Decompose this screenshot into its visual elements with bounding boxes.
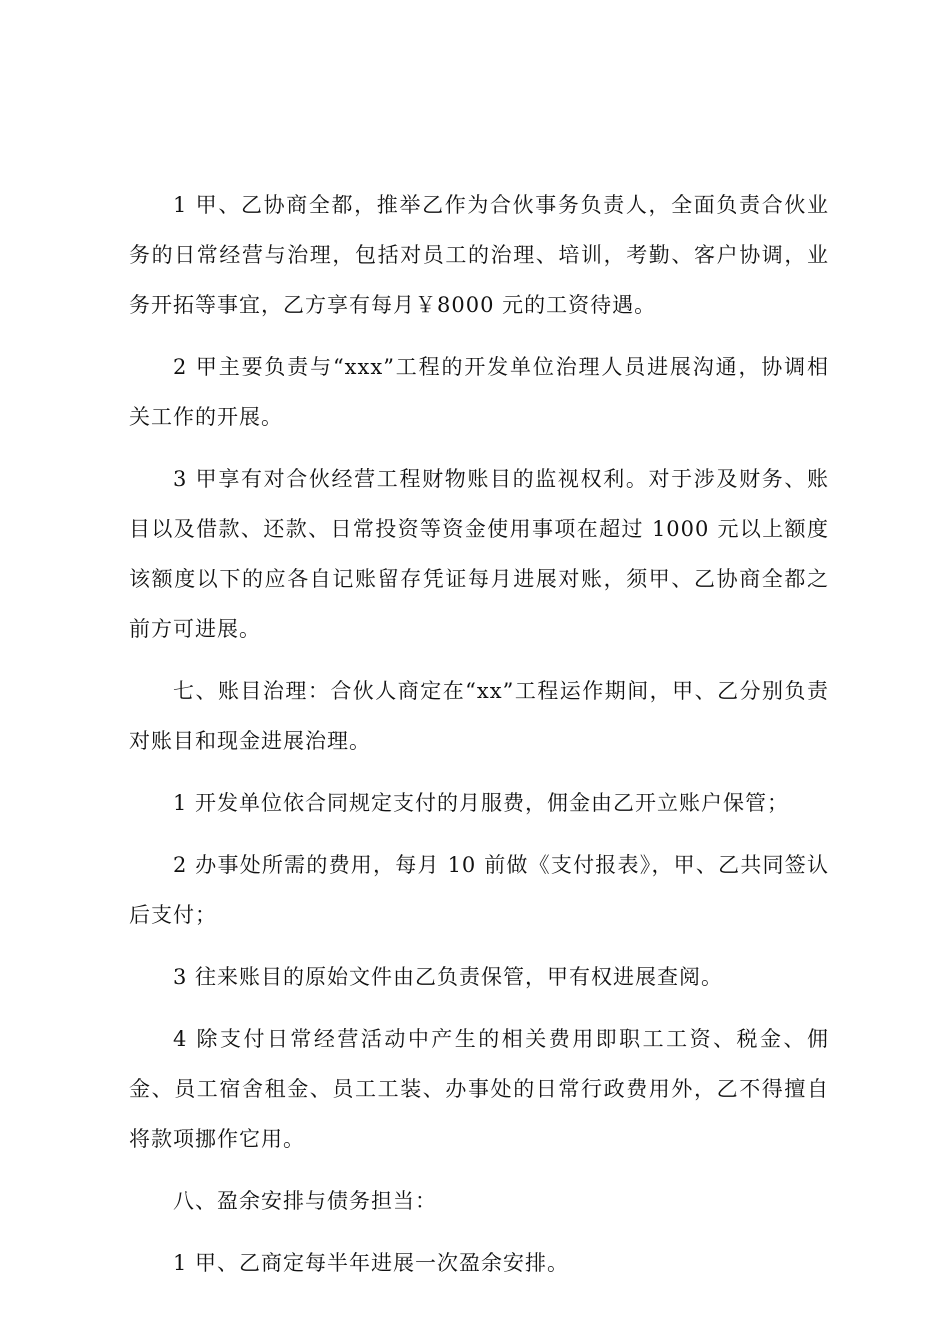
paragraph-accounts-2: 2 办事处所需的费用，每月 10 前做《支付报表》，甲、乙共同签认后支付； — [129, 853, 829, 927]
paragraph-accounts-1: 1 开发单位依合同规定支付的月服费，佣金由乙开立账户保管； — [173, 791, 790, 815]
section-heading-accounts: 七、账目治理：合伙人商定在“xx”工程运作期间，甲、乙分别负责对账目和现金进展治理。 — [129, 679, 829, 753]
paragraph-accounts-4: 4 除支付日常经营活动中产生的相关费用即职工工资、税金、佣金、员工宿舍租金、员工工装、办事处的日常行政费用外，乙不得擅自将款项挪作它用。 — [129, 1027, 829, 1151]
paragraph-accounts-3: 3 往来账目的原始文件由乙负责保管，甲有权进展查阅。 — [173, 965, 724, 989]
paragraph-clause-2-communication: 2 甲主要负责与“xxx”工程的开发单位治理人员进展沟通，协调相关工作的开展。 — [129, 355, 829, 429]
document-body — [129, 180, 829, 1300]
paragraph-profit-1: 1 甲、乙商定每半年进展一次盈余安排。 — [173, 1251, 570, 1275]
paragraph-clause-3-supervision: 3 甲享有对合伙经营工程财物账目的监视权利。对于涉及财务、账目以及借款、还款、日常投资等资金使用事项在超过 1000 元以上额度该额度以下的应各自记账留存凭证每月进展对账，须甲、乙协商全都之前方可进展。 — [129, 467, 829, 641]
paragraph-clause-1-duties: 1 甲、乙协商全都，推举乙作为合伙事务负责人，全面负责合伙业务的日常经营与治理，包括对员工的治理、培训，考勤、客户协调，业务开拓等事宜，乙方享有每月￥8000 元的工资待遇。 — [129, 193, 829, 317]
section-heading-profit: 八、盈余安排与债务担当： — [173, 1189, 437, 1213]
